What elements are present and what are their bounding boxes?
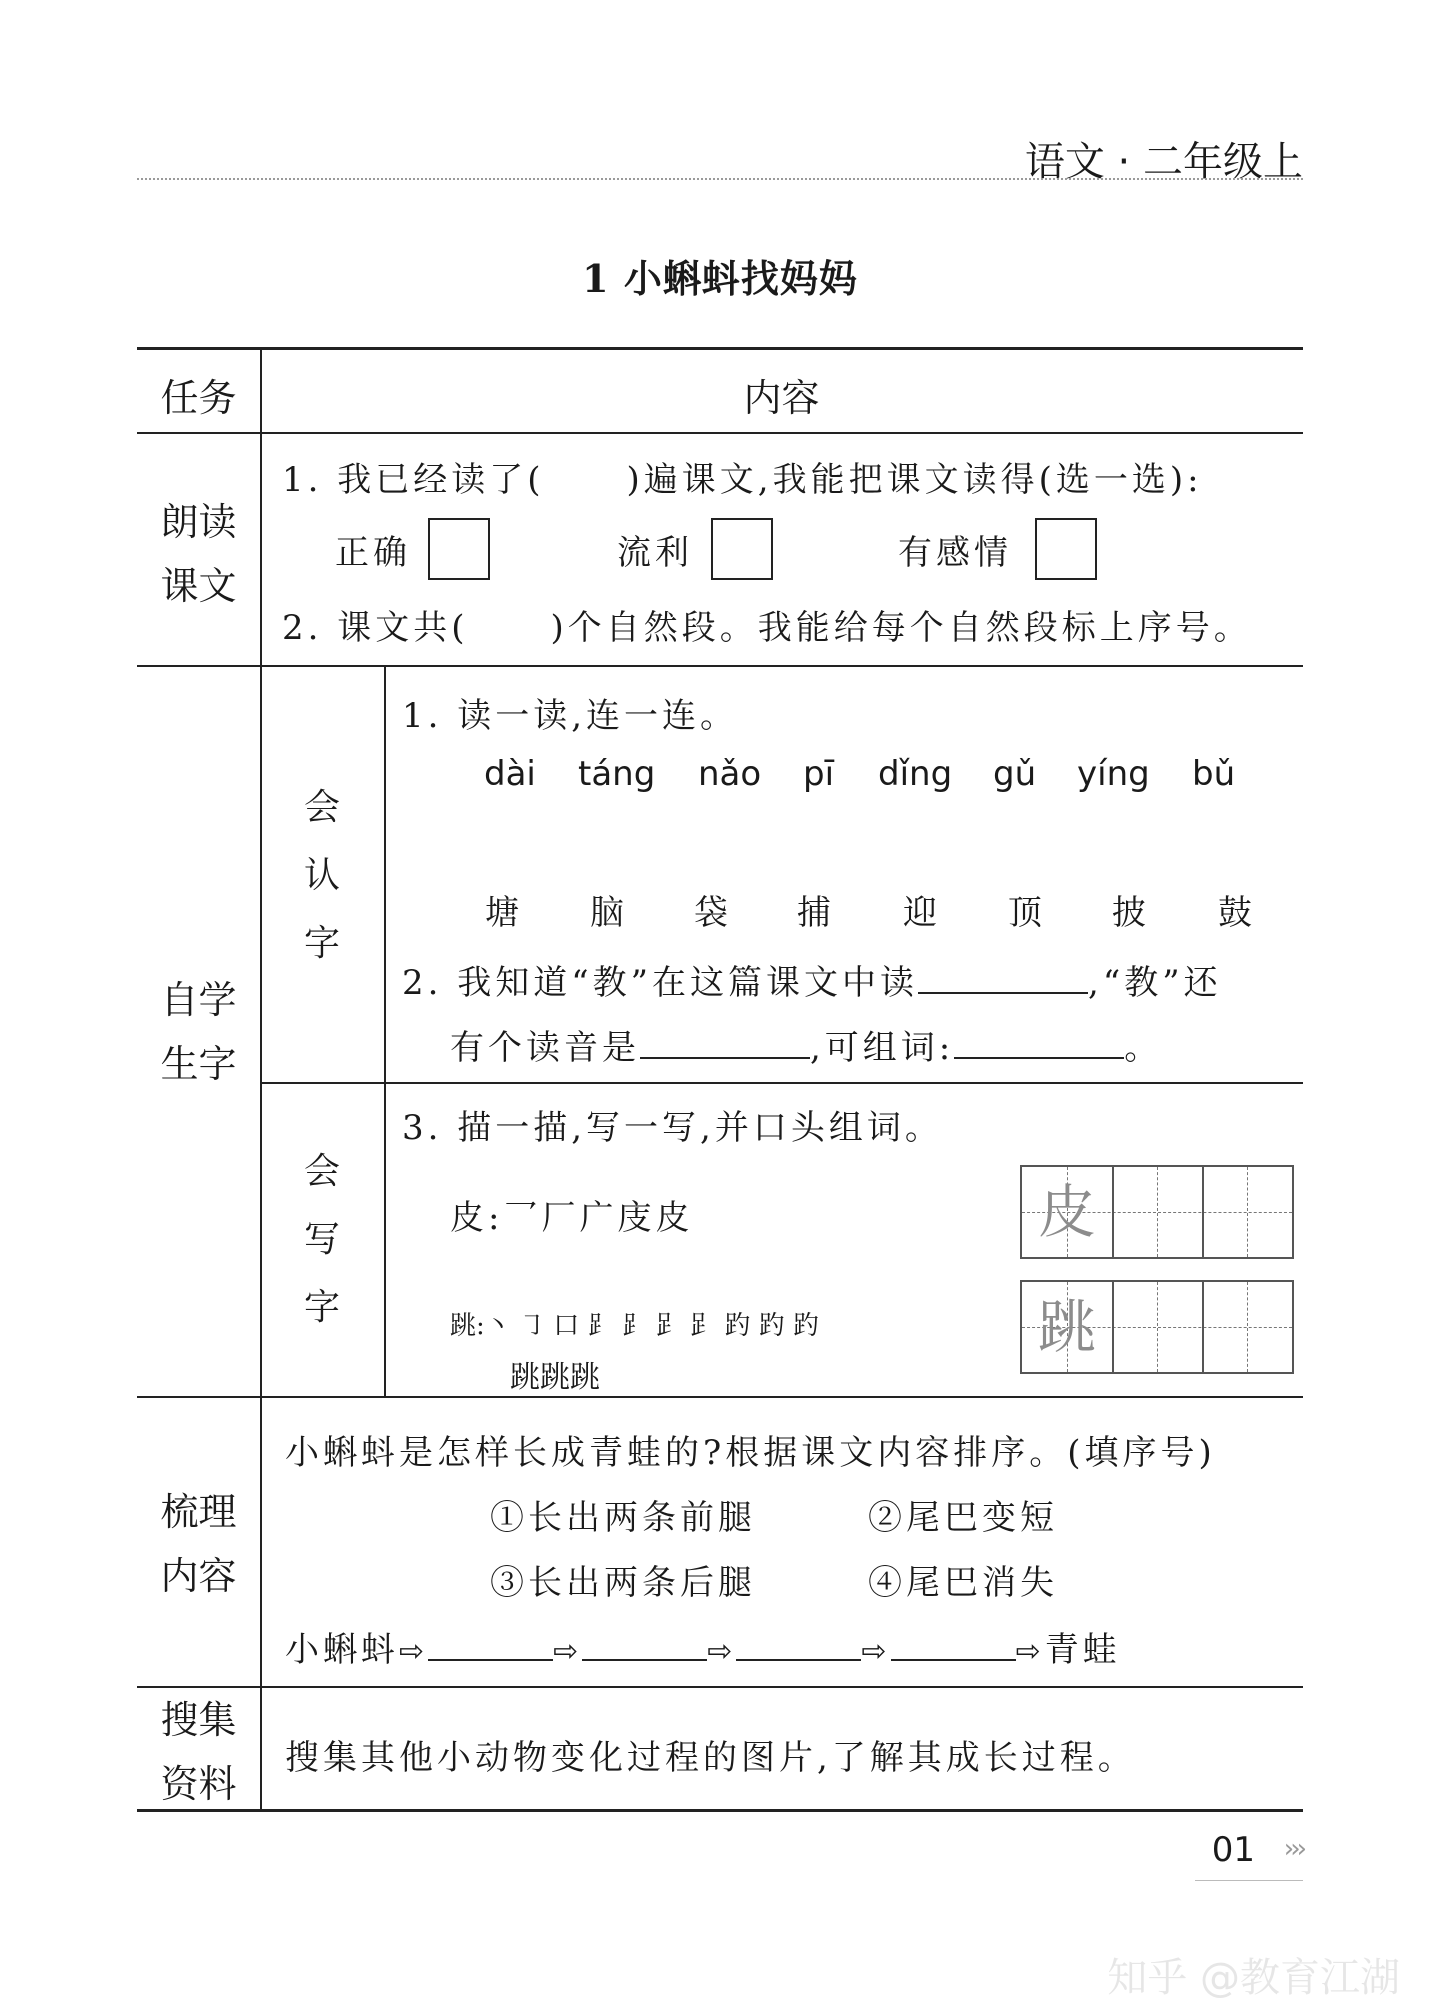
header-divider: [137, 178, 1303, 180]
sub-label-char: 写: [303, 1219, 340, 1260]
recognize-question-1: 1. 读一读,连一连。: [402, 696, 739, 736]
table-rule-sub: [260, 1082, 1303, 1084]
grid-guide: [1247, 1282, 1248, 1372]
q2-text: ,可组词:: [810, 1028, 955, 1068]
sequence-end: 青蛙: [1044, 1630, 1121, 1670]
stroke-order-tiao-cont: 跳跳跳: [510, 1360, 600, 1395]
task-label-line: 内容: [160, 1554, 237, 1598]
hanzi-item[interactable]: 塘: [485, 893, 523, 933]
table-rule-read: [137, 665, 1303, 667]
task-label-line: 自学: [160, 978, 237, 1022]
pinyin-item[interactable]: dǐng: [878, 754, 953, 794]
pronunciation-blank[interactable]: [918, 992, 1088, 994]
read-question-2: [282, 600, 1252, 649]
sub-label-recognize: [292, 774, 352, 978]
read-q2-prefix: 2. 课文共(: [282, 608, 469, 648]
recognize-question-2-line1: [402, 955, 1222, 1004]
q2-text: 。: [1124, 1028, 1163, 1068]
sequence-blank[interactable]: [891, 1659, 1016, 1661]
word-blank[interactable]: [954, 1057, 1124, 1059]
option-emotion: 有感情: [898, 533, 1012, 573]
sub-label-char: 会: [303, 1151, 340, 1192]
sequence-blank[interactable]: [582, 1659, 707, 1661]
option-fluent: 流利: [617, 533, 693, 573]
arrow-icon: ⇨: [707, 1634, 737, 1669]
watermark: 知乎 @教育江湖: [1107, 1955, 1400, 2001]
hanzi-item[interactable]: 顶: [1008, 893, 1046, 933]
sort-sequence: [285, 1622, 1121, 1671]
grid-line: [1112, 1282, 1114, 1372]
table-border-top: [137, 347, 1303, 350]
read-q1-prefix: 1. 我已经读了(: [282, 460, 545, 500]
pinyin-item[interactable]: dài: [484, 754, 536, 794]
option-emotion-checkbox[interactable]: [1035, 518, 1097, 580]
sequence-blank[interactable]: [736, 1659, 861, 1661]
hanzi-item[interactable]: 捕: [797, 893, 835, 933]
header-subject: 语文 · 二年级上: [1024, 139, 1303, 185]
hanzi-item[interactable]: 脑: [590, 893, 628, 933]
grid-line: [1202, 1167, 1204, 1257]
read-question-1: [282, 452, 1203, 501]
table-border-bottom: [137, 1809, 1303, 1812]
trace-char-tiao: 跳: [1037, 1293, 1096, 1361]
trace-char-pi: 皮: [1037, 1178, 1096, 1246]
task-label-line: 课文: [160, 564, 237, 608]
sort-option: ④尾巴消失: [868, 1563, 1058, 1603]
task-label-line: 资料: [160, 1762, 237, 1806]
option-fluent-checkbox[interactable]: [711, 518, 773, 580]
sub-label-char: 字: [303, 1287, 340, 1328]
sequence-blank[interactable]: [428, 1659, 553, 1661]
task-label-line: 朗读: [160, 500, 237, 544]
hanzi-item[interactable]: 鼓: [1218, 893, 1256, 933]
arrow-icon: ⇨: [553, 1634, 583, 1669]
stroke-order-pi: 皮:乛厂广庋皮: [450, 1198, 694, 1238]
col-header-task: 任务: [160, 376, 237, 420]
read-q2-suffix: )个自然段。我能给每个自然段标上序号。: [550, 608, 1252, 648]
hanzi-item[interactable]: 披: [1112, 893, 1150, 933]
pinyin-item[interactable]: pī: [803, 754, 835, 794]
arrow-icon: ⇨: [399, 1634, 429, 1669]
stroke-order-tiao: 跳:丶 ㇆ 口 ⻊ ⻊ 𧾷 𧾷 趵 趵 趵: [450, 1311, 820, 1341]
sub-label-write: [292, 1138, 352, 1342]
grid-guide: [1157, 1282, 1158, 1372]
write-question-3: 3. 描一描,写一写,并口头组词。: [402, 1108, 943, 1148]
grid-guide: [1157, 1167, 1158, 1257]
grid-line: [1112, 1167, 1114, 1257]
sort-option: ②尾巴变短: [868, 1498, 1058, 1538]
task-read-aloud: [137, 490, 260, 618]
page-number: 01: [1211, 1830, 1255, 1870]
hanzi-item[interactable]: 袋: [694, 893, 732, 933]
task-label-line: 搜集: [160, 1698, 237, 1742]
writing-grid-pi[interactable]: [1020, 1165, 1294, 1259]
option-correct-checkbox[interactable]: [428, 518, 490, 580]
q2-text: 有个读音是: [450, 1028, 640, 1068]
writing-grid-tiao[interactable]: [1020, 1280, 1294, 1374]
chevron-right-icon: ›››: [1283, 1834, 1303, 1864]
lesson-title: 1 小蝌蚪找妈妈: [582, 256, 858, 301]
sort-question: 小蝌蚪是怎样长成青蛙的?根据课文内容排序。(填序号): [285, 1433, 1216, 1473]
grid-guide: [1247, 1167, 1248, 1257]
sequence-start: 小蝌蚪: [285, 1630, 399, 1670]
sub-label-char: 字: [303, 923, 340, 964]
pinyin-item[interactable]: bǔ: [1192, 754, 1236, 794]
arrow-icon: ⇨: [1015, 1634, 1045, 1669]
sub-label-char: 会: [303, 787, 340, 828]
arrow-icon: ⇨: [861, 1634, 891, 1669]
table-rule-sort: [137, 1686, 1303, 1688]
table-subcol-divider: [384, 665, 386, 1396]
option-correct: 正确: [335, 533, 411, 573]
read-q1-suffix: )遍课文,我能把课文读得(选一选):: [626, 460, 1203, 500]
task-collect-material: [137, 1688, 260, 1816]
q2-text: ,“教”还: [1088, 963, 1222, 1003]
sort-option: ③长出两条后腿: [490, 1563, 756, 1603]
col-header-content: 内容: [743, 376, 820, 420]
grid-line: [1202, 1282, 1204, 1372]
task-label-line: 生字: [160, 1042, 237, 1086]
task-sort-content: [137, 1480, 260, 1608]
q2-text: 2. 我知道“教”在这篇课文中读: [402, 963, 919, 1003]
table-rule-header: [137, 432, 1303, 434]
recognize-question-2-line2: [450, 1020, 1162, 1069]
sort-option: ①长出两条前腿: [490, 1498, 756, 1538]
collect-instruction: 搜集其他小动物变化过程的图片,了解其成长过程。: [285, 1738, 1136, 1778]
table-rule-selfstudy: [137, 1396, 1303, 1398]
pinyin-item[interactable]: gǔ: [993, 754, 1037, 794]
task-label-line: 梳理: [160, 1490, 237, 1534]
task-self-study: [137, 968, 260, 1096]
pinyin-item[interactable]: yíng: [1077, 754, 1150, 794]
table-col-divider: [260, 347, 262, 1810]
pinyin-item[interactable]: táng: [578, 754, 656, 794]
other-pronunciation-blank[interactable]: [640, 1057, 810, 1059]
sub-label-char: 认: [303, 855, 340, 896]
hanzi-item[interactable]: 迎: [903, 893, 941, 933]
pinyin-item[interactable]: nǎo: [698, 754, 762, 794]
footer-divider: [1195, 1880, 1303, 1881]
